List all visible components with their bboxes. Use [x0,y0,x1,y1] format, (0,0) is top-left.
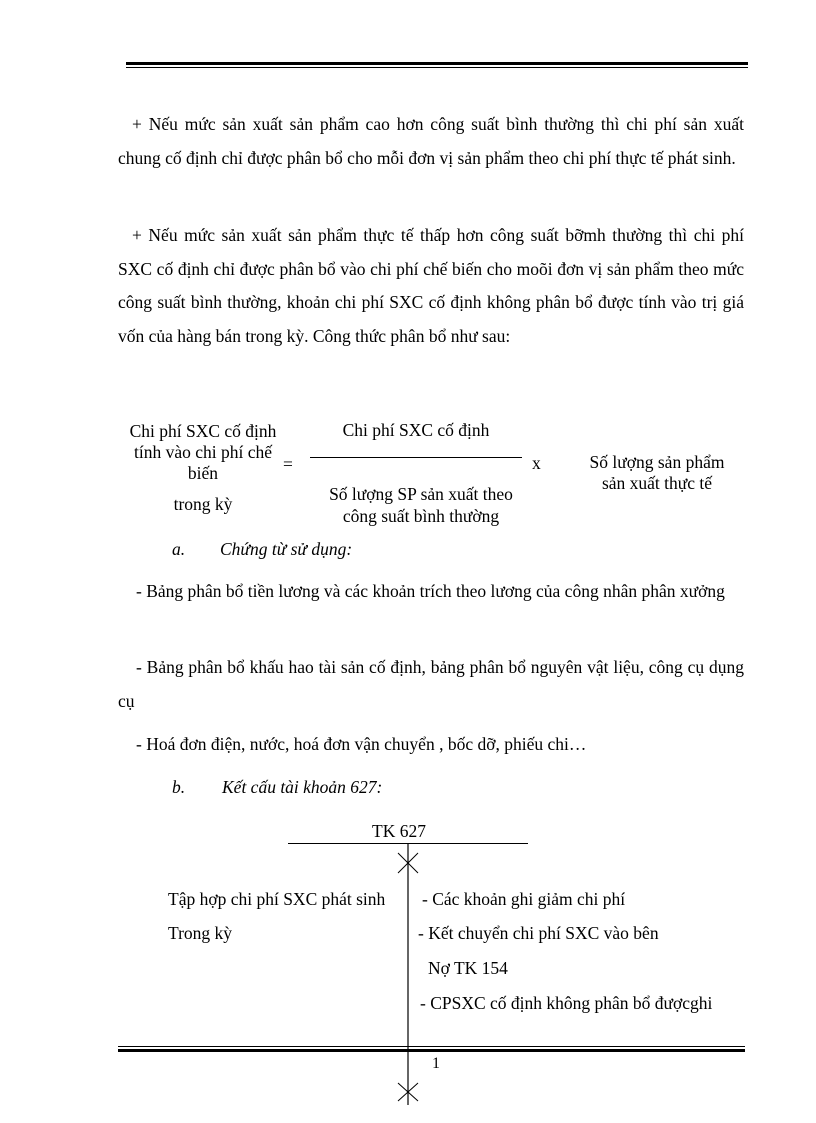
formula-left-line-2: tính vào chi phí chế [133,442,273,462]
list-item-1: - Bảng phân bổ tiền lương và các khoản trích theo lương của công nhân phân xưởng [136,581,725,601]
formula-equals: = [283,454,293,474]
formula-times: x [532,453,541,473]
section-a-title: Chứng từ sử dụng: [220,539,353,559]
credit-line-2: - Kết chuyển chi phí SXC vào bên [418,923,659,943]
credit-line-3: Nợ TK 154 [428,958,508,978]
formula-left-line-3: biến [187,463,219,483]
formula-right-side [572,452,742,494]
fraction-bar [310,457,522,458]
footer-rule-thin [118,1046,745,1047]
footer-rule-thick [118,1049,745,1052]
paragraph-1: + Nếu mức sản xuất sản phẩm cao hơn công suất bình thường thì chi phí sản xuất chung cố định chỉ được phân bổ cho mỗi đơn vị sản phẩm theo chi phí thực tế phát sinh. [118,114,744,168]
section-b-marker: b. [172,777,186,797]
paragraph-2: + Nếu mức sản xuất sản phẩm thực tế thấp hơn công suất bỡmh thường thì chi phí SXC cố định chỉ được phân bổ vào chi phí chế biến cho moõi đơn vị sản phẩm theo mức công suất bình thường, khoản chi phí SXC cố định không phân bổ được tính vào trị giá vốn của hàng bán trong kỳ. Công thức phân bổ như sau: [118,225,744,346]
formula-denominator-line-2: công suất bình thường [342,506,500,526]
t-account-title: TK 627 [372,821,426,841]
formula-right-line-1: Số lượng sản phẩm [589,452,725,472]
formula-numerator: Chi phí SXC cố định [342,420,490,440]
list-item-2: - Bảng phân bổ khấu hao tài sản cố định, bảng phân bổ nguyên vật liệu, công cụ dụng cụ [118,657,744,711]
list-item-3: - Hoá đơn điện, nước, hoá đơn vận chuyển , bốc dỡ, phiếu chi… [136,734,587,754]
credit-line-1: - Các khoản ghi giảm chi phí [422,889,626,909]
formula-left-line-4: trong kỳ [173,494,233,514]
debit-line-2: Trong kỳ [168,923,233,943]
debit-line-1: Tập hợp chi phí SXC phát sinh [168,889,386,909]
formula-denominator [310,483,532,527]
formula-right-line-2: sản xuất thực tế [601,473,713,493]
section-b-title: Kết cấu tài khoản 627: [222,777,383,797]
credit-line-4: - CPSXC cố định không phân bổ đượcghi [420,993,713,1013]
formula-left-side [112,421,294,515]
formula-denominator-line-1: Số lượng SP sản xuất theo [329,484,513,504]
t-account-axis [390,843,430,1105]
header-rule-thin [126,67,748,68]
section-a-marker: a. [172,539,186,559]
header-rule-thick [126,62,748,65]
formula-left-line-1: Chi phí SXC cố định [129,421,277,441]
page-number: 1 [432,1055,440,1072]
